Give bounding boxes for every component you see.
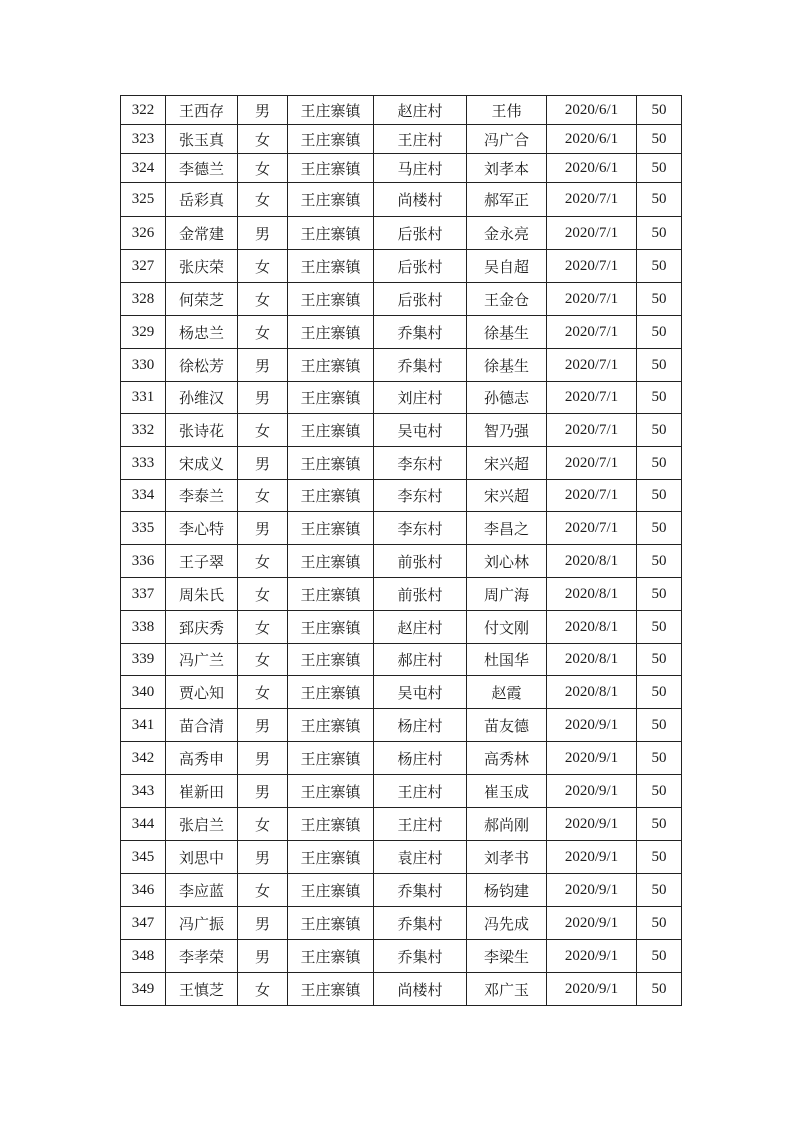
name-cell: 冯广兰	[166, 644, 238, 676]
date-cell: 2020/9/1	[547, 973, 637, 1006]
table-row	[121, 382, 682, 414]
roster-table	[120, 95, 682, 1006]
amount-cell: 50	[637, 709, 682, 742]
row-number-cell: 339	[121, 644, 166, 676]
village-cell: 李东村	[374, 512, 467, 545]
table-row	[121, 709, 682, 742]
town-cell: 王庄寨镇	[288, 907, 374, 940]
town-cell: 王庄寨镇	[288, 512, 374, 545]
contact-cell: 徐基生	[467, 316, 547, 349]
amount-cell: 50	[637, 154, 682, 183]
gender-cell: 女	[238, 154, 288, 183]
name-cell: 孙维汉	[166, 382, 238, 414]
date-cell: 2020/9/1	[547, 775, 637, 808]
date-cell: 2020/8/1	[547, 545, 637, 578]
amount-cell: 50	[637, 447, 682, 480]
town-cell: 王庄寨镇	[288, 578, 374, 611]
name-cell: 崔新田	[166, 775, 238, 808]
date-cell: 2020/9/1	[547, 940, 637, 973]
amount-cell: 50	[637, 940, 682, 973]
row-number-cell: 347	[121, 907, 166, 940]
village-cell: 王庄村	[374, 808, 467, 841]
gender-cell: 男	[238, 349, 288, 382]
amount-cell: 50	[637, 349, 682, 382]
table-row	[121, 545, 682, 578]
table-row	[121, 644, 682, 676]
contact-cell: 郝军正	[467, 183, 547, 217]
date-cell: 2020/7/1	[547, 512, 637, 545]
date-cell: 2020/8/1	[547, 644, 637, 676]
row-number-cell: 345	[121, 841, 166, 874]
village-cell: 马庄村	[374, 154, 467, 183]
table-row	[121, 183, 682, 217]
date-cell: 2020/6/1	[547, 154, 637, 183]
name-cell: 郅庆秀	[166, 611, 238, 644]
gender-cell: 女	[238, 578, 288, 611]
gender-cell: 女	[238, 874, 288, 907]
amount-cell: 50	[637, 907, 682, 940]
contact-cell: 李昌之	[467, 512, 547, 545]
date-cell: 2020/7/1	[547, 447, 637, 480]
amount-cell: 50	[637, 480, 682, 512]
village-cell: 李东村	[374, 480, 467, 512]
town-cell: 王庄寨镇	[288, 480, 374, 512]
town-cell: 王庄寨镇	[288, 96, 374, 125]
name-cell: 张庆荣	[166, 250, 238, 283]
contact-cell: 崔玉成	[467, 775, 547, 808]
date-cell: 2020/7/1	[547, 250, 637, 283]
contact-cell: 金永亮	[467, 217, 547, 250]
name-cell: 冯广振	[166, 907, 238, 940]
town-cell: 王庄寨镇	[288, 644, 374, 676]
contact-cell: 赵霞	[467, 676, 547, 709]
village-cell: 吴屯村	[374, 414, 467, 447]
table-row	[121, 775, 682, 808]
row-number-cell: 322	[121, 96, 166, 125]
date-cell: 2020/8/1	[547, 611, 637, 644]
gender-cell: 男	[238, 382, 288, 414]
date-cell: 2020/8/1	[547, 578, 637, 611]
gender-cell: 男	[238, 841, 288, 874]
contact-cell: 付文刚	[467, 611, 547, 644]
town-cell: 王庄寨镇	[288, 154, 374, 183]
row-number-cell: 333	[121, 447, 166, 480]
amount-cell: 50	[637, 775, 682, 808]
row-number-cell: 343	[121, 775, 166, 808]
table-row	[121, 578, 682, 611]
name-cell: 张玉真	[166, 125, 238, 154]
contact-cell: 宋兴超	[467, 480, 547, 512]
gender-cell: 女	[238, 973, 288, 1006]
table-row	[121, 742, 682, 775]
name-cell: 苗合清	[166, 709, 238, 742]
contact-cell: 智乃强	[467, 414, 547, 447]
village-cell: 赵庄村	[374, 611, 467, 644]
amount-cell: 50	[637, 217, 682, 250]
row-number-cell: 334	[121, 480, 166, 512]
amount-cell: 50	[637, 382, 682, 414]
name-cell: 张启兰	[166, 808, 238, 841]
village-cell: 前张村	[374, 545, 467, 578]
table-row	[121, 283, 682, 316]
date-cell: 2020/7/1	[547, 217, 637, 250]
gender-cell: 女	[238, 676, 288, 709]
amount-cell: 50	[637, 545, 682, 578]
name-cell: 岳彩真	[166, 183, 238, 217]
gender-cell: 女	[238, 414, 288, 447]
name-cell: 王西存	[166, 96, 238, 125]
date-cell: 2020/9/1	[547, 874, 637, 907]
row-number-cell: 325	[121, 183, 166, 217]
gender-cell: 女	[238, 611, 288, 644]
amount-cell: 50	[637, 742, 682, 775]
town-cell: 王庄寨镇	[288, 973, 374, 1006]
town-cell: 王庄寨镇	[288, 545, 374, 578]
date-cell: 2020/7/1	[547, 183, 637, 217]
village-cell: 乔集村	[374, 349, 467, 382]
name-cell: 高秀申	[166, 742, 238, 775]
town-cell: 王庄寨镇	[288, 676, 374, 709]
contact-cell: 冯先成	[467, 907, 547, 940]
contact-cell: 郝尚刚	[467, 808, 547, 841]
gender-cell: 男	[238, 775, 288, 808]
contact-cell: 冯广合	[467, 125, 547, 154]
village-cell: 王庄村	[374, 125, 467, 154]
name-cell: 王子翠	[166, 545, 238, 578]
name-cell: 李孝荣	[166, 940, 238, 973]
date-cell: 2020/7/1	[547, 316, 637, 349]
town-cell: 王庄寨镇	[288, 611, 374, 644]
name-cell: 宋成义	[166, 447, 238, 480]
table-row	[121, 316, 682, 349]
table-row	[121, 940, 682, 973]
village-cell: 杨庄村	[374, 709, 467, 742]
amount-cell: 50	[637, 316, 682, 349]
name-cell: 金常建	[166, 217, 238, 250]
row-number-cell: 344	[121, 808, 166, 841]
row-number-cell: 335	[121, 512, 166, 545]
table-row	[121, 125, 682, 154]
table-row	[121, 973, 682, 1006]
table-row	[121, 447, 682, 480]
name-cell: 贾心知	[166, 676, 238, 709]
gender-cell: 女	[238, 125, 288, 154]
town-cell: 王庄寨镇	[288, 841, 374, 874]
contact-cell: 杨钧建	[467, 874, 547, 907]
date-cell: 2020/7/1	[547, 349, 637, 382]
name-cell: 徐松芳	[166, 349, 238, 382]
amount-cell: 50	[637, 611, 682, 644]
village-cell: 郝庄村	[374, 644, 467, 676]
date-cell: 2020/9/1	[547, 907, 637, 940]
contact-cell: 王金仓	[467, 283, 547, 316]
contact-cell: 刘孝书	[467, 841, 547, 874]
row-number-cell: 331	[121, 382, 166, 414]
name-cell: 李德兰	[166, 154, 238, 183]
table-row	[121, 480, 682, 512]
village-cell: 乔集村	[374, 874, 467, 907]
contact-cell: 孙德志	[467, 382, 547, 414]
name-cell: 杨忠兰	[166, 316, 238, 349]
town-cell: 王庄寨镇	[288, 742, 374, 775]
village-cell: 李东村	[374, 447, 467, 480]
town-cell: 王庄寨镇	[288, 125, 374, 154]
amount-cell: 50	[637, 973, 682, 1006]
town-cell: 王庄寨镇	[288, 382, 374, 414]
date-cell: 2020/8/1	[547, 676, 637, 709]
town-cell: 王庄寨镇	[288, 447, 374, 480]
village-cell: 乔集村	[374, 316, 467, 349]
village-cell: 吴屯村	[374, 676, 467, 709]
gender-cell: 男	[238, 742, 288, 775]
gender-cell: 女	[238, 480, 288, 512]
town-cell: 王庄寨镇	[288, 349, 374, 382]
gender-cell: 女	[238, 545, 288, 578]
row-number-cell: 336	[121, 545, 166, 578]
row-number-cell: 349	[121, 973, 166, 1006]
town-cell: 王庄寨镇	[288, 775, 374, 808]
name-cell: 刘思中	[166, 841, 238, 874]
gender-cell: 男	[238, 709, 288, 742]
contact-cell: 王伟	[467, 96, 547, 125]
gender-cell: 女	[238, 250, 288, 283]
contact-cell: 徐基生	[467, 349, 547, 382]
contact-cell: 李梁生	[467, 940, 547, 973]
row-number-cell: 341	[121, 709, 166, 742]
gender-cell: 男	[238, 447, 288, 480]
amount-cell: 50	[637, 250, 682, 283]
gender-cell: 男	[238, 96, 288, 125]
name-cell: 张诗花	[166, 414, 238, 447]
village-cell: 刘庄村	[374, 382, 467, 414]
amount-cell: 50	[637, 414, 682, 447]
amount-cell: 50	[637, 125, 682, 154]
date-cell: 2020/7/1	[547, 382, 637, 414]
row-number-cell: 337	[121, 578, 166, 611]
name-cell: 何荣芝	[166, 283, 238, 316]
contact-cell: 宋兴超	[467, 447, 547, 480]
name-cell: 李心特	[166, 512, 238, 545]
amount-cell: 50	[637, 183, 682, 217]
table-row	[121, 512, 682, 545]
date-cell: 2020/6/1	[547, 125, 637, 154]
town-cell: 王庄寨镇	[288, 940, 374, 973]
town-cell: 王庄寨镇	[288, 414, 374, 447]
village-cell: 杨庄村	[374, 742, 467, 775]
village-cell: 袁庄村	[374, 841, 467, 874]
row-number-cell: 329	[121, 316, 166, 349]
table-row	[121, 874, 682, 907]
date-cell: 2020/6/1	[547, 96, 637, 125]
contact-cell: 周广海	[467, 578, 547, 611]
table-row	[121, 217, 682, 250]
row-number-cell: 330	[121, 349, 166, 382]
contact-cell: 刘心林	[467, 545, 547, 578]
table-row	[121, 611, 682, 644]
table-row	[121, 414, 682, 447]
gender-cell: 女	[238, 283, 288, 316]
town-cell: 王庄寨镇	[288, 183, 374, 217]
amount-cell: 50	[637, 841, 682, 874]
village-cell: 后张村	[374, 217, 467, 250]
village-cell: 王庄村	[374, 775, 467, 808]
village-cell: 尚楼村	[374, 973, 467, 1006]
row-number-cell: 327	[121, 250, 166, 283]
row-number-cell: 328	[121, 283, 166, 316]
table-row	[121, 154, 682, 183]
name-cell: 李应蓝	[166, 874, 238, 907]
gender-cell: 男	[238, 217, 288, 250]
town-cell: 王庄寨镇	[288, 283, 374, 316]
village-cell: 前张村	[374, 578, 467, 611]
amount-cell: 50	[637, 676, 682, 709]
town-cell: 王庄寨镇	[288, 250, 374, 283]
gender-cell: 男	[238, 940, 288, 973]
row-number-cell: 323	[121, 125, 166, 154]
gender-cell: 男	[238, 907, 288, 940]
table-row	[121, 96, 682, 125]
table-row	[121, 841, 682, 874]
row-number-cell: 340	[121, 676, 166, 709]
roster-table-body	[121, 96, 682, 1006]
row-number-cell: 324	[121, 154, 166, 183]
village-cell: 乔集村	[374, 940, 467, 973]
contact-cell: 刘孝本	[467, 154, 547, 183]
gender-cell: 女	[238, 183, 288, 217]
date-cell: 2020/9/1	[547, 841, 637, 874]
name-cell: 周朱氏	[166, 578, 238, 611]
date-cell: 2020/9/1	[547, 742, 637, 775]
table-row	[121, 250, 682, 283]
village-cell: 后张村	[374, 283, 467, 316]
table-row	[121, 676, 682, 709]
contact-cell: 苗友德	[467, 709, 547, 742]
gender-cell: 女	[238, 644, 288, 676]
village-cell: 赵庄村	[374, 96, 467, 125]
gender-cell: 女	[238, 316, 288, 349]
amount-cell: 50	[637, 808, 682, 841]
amount-cell: 50	[637, 283, 682, 316]
amount-cell: 50	[637, 96, 682, 125]
table-row	[121, 808, 682, 841]
row-number-cell: 326	[121, 217, 166, 250]
row-number-cell: 332	[121, 414, 166, 447]
contact-cell: 杜国华	[467, 644, 547, 676]
date-cell: 2020/7/1	[547, 414, 637, 447]
name-cell: 王慎芝	[166, 973, 238, 1006]
village-cell: 后张村	[374, 250, 467, 283]
row-number-cell: 342	[121, 742, 166, 775]
contact-cell: 吴自超	[467, 250, 547, 283]
gender-cell: 女	[238, 808, 288, 841]
amount-cell: 50	[637, 644, 682, 676]
amount-cell: 50	[637, 512, 682, 545]
date-cell: 2020/7/1	[547, 480, 637, 512]
date-cell: 2020/7/1	[547, 283, 637, 316]
table-row	[121, 907, 682, 940]
date-cell: 2020/9/1	[547, 808, 637, 841]
gender-cell: 男	[238, 512, 288, 545]
table-row	[121, 349, 682, 382]
date-cell: 2020/9/1	[547, 709, 637, 742]
name-cell: 李泰兰	[166, 480, 238, 512]
amount-cell: 50	[637, 578, 682, 611]
village-cell: 乔集村	[374, 907, 467, 940]
town-cell: 王庄寨镇	[288, 709, 374, 742]
village-cell: 尚楼村	[374, 183, 467, 217]
contact-cell: 邓广玉	[467, 973, 547, 1006]
town-cell: 王庄寨镇	[288, 217, 374, 250]
amount-cell: 50	[637, 874, 682, 907]
town-cell: 王庄寨镇	[288, 316, 374, 349]
row-number-cell: 348	[121, 940, 166, 973]
row-number-cell: 338	[121, 611, 166, 644]
contact-cell: 高秀林	[467, 742, 547, 775]
town-cell: 王庄寨镇	[288, 874, 374, 907]
row-number-cell: 346	[121, 874, 166, 907]
town-cell: 王庄寨镇	[288, 808, 374, 841]
